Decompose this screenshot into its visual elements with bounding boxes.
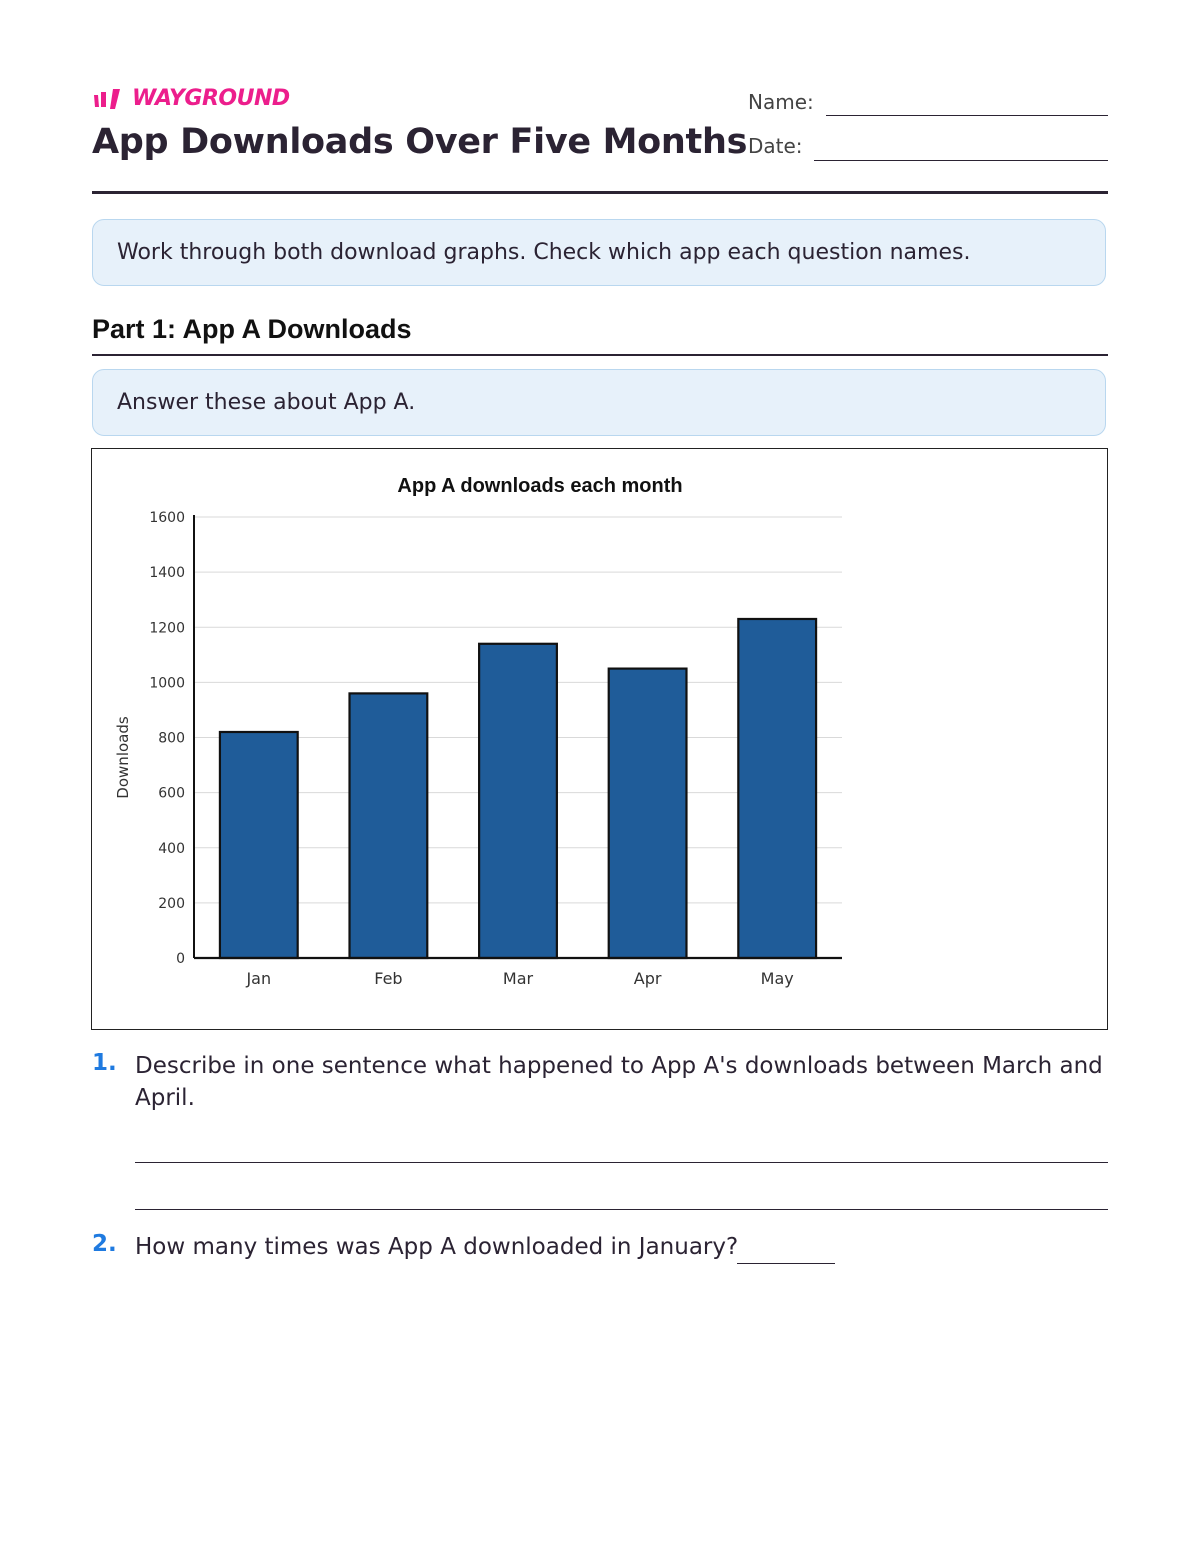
- y-tick-label: 1400: [149, 565, 185, 582]
- y-tick-label: 1200: [149, 620, 185, 637]
- date-label: Date:: [748, 134, 803, 158]
- bar-apr: [609, 669, 687, 958]
- name-label: Name:: [748, 90, 814, 114]
- y-tick-label: 200: [158, 895, 185, 912]
- answer-blank-2[interactable]: [737, 1263, 835, 1264]
- part1-instruction-text: Answer these about App A.: [117, 390, 416, 415]
- bar-feb: [350, 693, 428, 958]
- answer-line-1b[interactable]: [135, 1209, 1108, 1210]
- header-divider: [92, 191, 1108, 194]
- name-field[interactable]: [826, 115, 1108, 116]
- part1-divider: [92, 354, 1108, 356]
- question-1-number: 1.: [92, 1050, 117, 1076]
- question-2-text: How many times was App A downloaded in January?: [135, 1234, 739, 1260]
- part1-heading: Part 1: App A Downloads: [92, 314, 412, 344]
- y-tick-label: 800: [158, 730, 185, 747]
- y-tick-label: 600: [158, 785, 185, 802]
- intro-instruction-text: Work through both download graphs. Check which app each question names.: [117, 240, 971, 265]
- question-1-text: Describe in one sentence what happened to App A's downloads between March and April.: [135, 1053, 1103, 1111]
- date-field[interactable]: [814, 160, 1108, 161]
- x-tick-label: Jan: [246, 969, 272, 988]
- bar-chart: [92, 449, 1106, 1028]
- intro-instruction-box: [92, 219, 1106, 286]
- page-title: App Downloads Over Five Months: [92, 122, 748, 162]
- brand-name: WAYGROUND: [132, 86, 290, 111]
- y-tick-label: 1000: [149, 675, 185, 692]
- part1-instruction-box: [92, 369, 1106, 436]
- chart-title: App A downloads each month: [397, 475, 683, 497]
- wayground-logo-icon: [92, 87, 126, 111]
- y-tick-label: 400: [158, 840, 185, 857]
- answer-line-1a[interactable]: [135, 1162, 1108, 1163]
- x-tick-label: Mar: [502, 969, 534, 988]
- bar-may: [738, 619, 816, 958]
- bar-jan: [220, 732, 298, 958]
- chart-container: [91, 448, 1108, 1030]
- bar-mar: [479, 644, 557, 958]
- brand-logo: [92, 86, 290, 111]
- y-tick-label: 1600: [149, 510, 185, 526]
- x-tick-label: Apr: [633, 969, 662, 988]
- y-tick-label: 0: [176, 951, 185, 967]
- x-tick-label: Feb: [374, 969, 403, 988]
- question-2-number: 2.: [92, 1231, 117, 1257]
- y-axis-label: Downloads: [114, 716, 132, 799]
- x-tick-label: May: [760, 969, 794, 988]
